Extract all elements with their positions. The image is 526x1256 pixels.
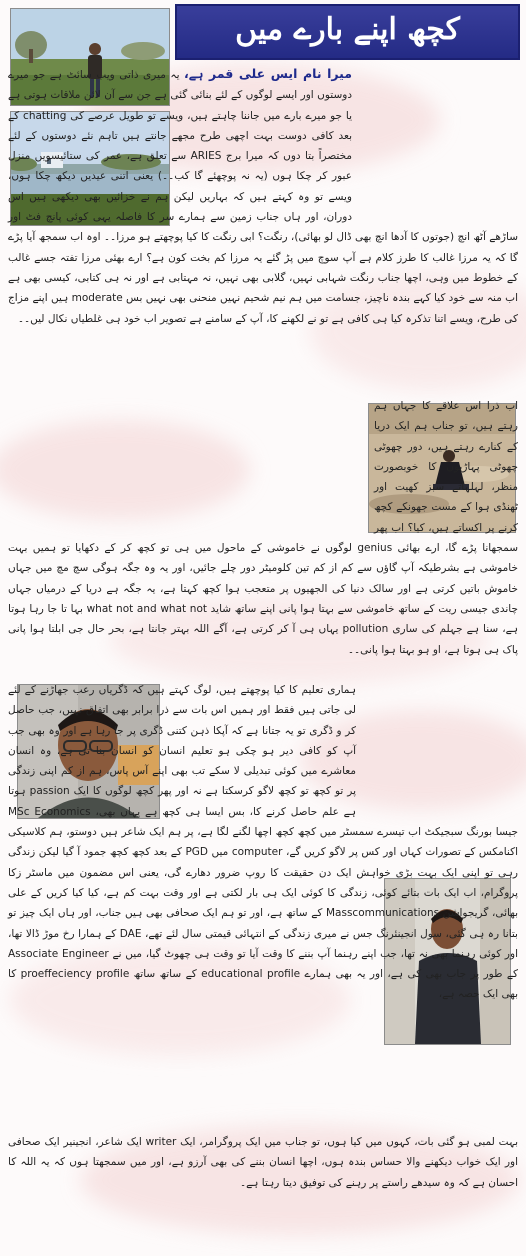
page-title: کچھ اپنے بارے میں	[235, 12, 460, 47]
area-text: اب ذرا اس علاقے کا جہاں ہم رہتے ہیں، تو جناب ہم ایک دریا کے کنارے رہتے ہیں، دور چھوٹی چھوٹی پہاڑیوں کا خوبصورت منظر، لہلہاتے سبز کھیت اور ٹھنڈی ہوا کے مست جھونکے کچھ کرنے پر اکساتے ہیں، کیا؟ اب پھر سمجھانا پڑے گا، ارے بھائی genius لوگوں نے خاموشی کے ماحول میں ہی تو کچھ کر کے دکھایا تو ہمیں بہت خاموشی ہے بشرطیکہ آپ گاؤں سے کم از کم تین کلومیٹر دور چلے جائیں، اور یہ وہ جگہ ہوگی سچ مچ میں جہاں خاموش باتیں کرتی ہے اور سالک دنیا کی الجھیوں پر متعجب ہوا کچھ کہتا ہے، یہ جگہ ہے دریا کے درمیاں جہاں چاندی جیسی ریت کے ساتھ خاموشی سے بہتا ہوا پانی اپنے ساتھ شاید what not and what not بہا تا جا رہا ہوتا ہے، سنا ہے جہلم کی ساری pollution یہاں ہی آ کر کرتی ہے، آگے اللہ بہتر جانتا ہے، بحر حال جی ابلتا ہوا پانی پاک ہی ہوتا ہے، او ہو بہتا ہوا پانی۔۔	[8, 400, 518, 656]
intro-lead: میرا نام ایس علی قمر ہے،	[184, 66, 352, 81]
float-spacer-edu1	[356, 680, 518, 820]
area-paragraph	[8, 396, 518, 656]
closing-paragraph	[8, 1132, 518, 1250]
education-paragraph	[8, 680, 518, 1120]
intro-text: یہ میری ذاتی ویب سائٹ ہے جو میرے دوستوں اور ایسے لوگوں کے لئے بنائی گئی ہے جن سے آن لائن ملاقات ہوتی ہے یا جو میرے بارے میں جاننا چاہتے ہیں، ویسے تو طویل عرصے کی chatting کے بعد کافی دوست بہت اچھی طرح مجھے جانتے ہیں تاہم نئے دوستوں کے لئے مختصراً بتا دوں کہ میرا برج ARIES سے تعلق ہے، عمر کی ستائیسویں منزل عبور کر چکا ہوں (یہ نہ پوچھئے گا کب۔۔) یعنی اتنی عیدیں دیکھ چکا ہوں، ویسے تو وہ کہتے ہیں کہ بہاریں لیکن ہم نے خزائیں بھی دیکھی ہیں اس دوران، اور ہاں جناب زمین سے ہمارے سر کا فاصلہ یہی کوئی پانچ فٹ اور ساڑھے آٹھ انچ (جوتوں کا آدھا انچ بھی ڈال لو بھائی)، رنگت؟ ابی رنگت کا کیا پوچھتے ہو مرزا۔۔ اوہ اب سمجھ آیا پڑے گا کہ یہ مرزا غالب کا طرز کلام ہے آپ سوچ میں پڑ گئے یہ مرزا کم بخت کون ہے؟ ارے بھئی مرزا تفتہ جسے غالب کے خطوط میں وہی، اچھا جناب رنگت شہابی نہیں، گلابی بھی نہیں، نہ مہتابی ہے اور نہ ہی کتابی، کیسی بھی ہے اب منہ سے خود کیا کہے بندہ ناچیز، جسامت میں ہم نیم شحیم نہیں منحنی بھی نہیں بس moderate ہیں اپنے مزاج کی طرح، ویسے اتنا تذکرہ کیا ہی کافی ہے تو نے لکھنے کا، آپ کے سامنے ہے تصویر اب خود ہی غلطیاں نکال لیں۔۔	[8, 69, 518, 325]
education-text: ہماری تعلیم کا کیا پوچھتے ہیں، لوگ کہتے ہیں کہ ڈگریاں رعب جھاڑنے کے لئے لی جاتی ہیں فقط اور ہمیں اس بات سے ذرا برابر بھی اتفاق نہیں، جب حاصل کر و ڈگری تو یہ جتانا ہے کہ آپکا ذہن کتنی ڈگری پر جا رہا ہے اور وہ بھی جب آپ کو کافی دیر ہو چکی ہو تعلیم انسان کو انسان بنا تی ہے، وہ انسان معاشرے میں کوئی تبدیلی لا سکے تب بھی اپنے آس پاس، ہم از کم اپنی زندگی پر تو کچھ تو کچھ لاگو کرسکتا ہے نہ اور پھر کچھ لوگوں کا ایک passion ہوتا ہے علم حاصل کرنے کا، بس ایسا ہی کچھ ہے یہاں بھی، MSc Economics جیسا بورنگ سبجیکٹ اب تیسرے سمسٹر میں کچھ کچھ اچھا لگنے لگا ہے، پر ہم ایک شاعر ہیں دوستو، ہم کلاسیکی اکنامکس کے تصورات کہاں اور کس پر لاگو کریں گے، computer میں PGD کے بعد کچھ کچھ جمود آ گیا لیکن زندگی رہی تو اپنی ایک بہت بڑی خواہش ایک دن حقیقت کا روپ ضرور دھارے گی، یعنی اس مضمون میں ماسٹر زکا پروگرام، اب ایک بات بتائے کوئی، زندگی کا کوئی ایک ہی بار لکتی ہے اور وقت بہت کم ہے، کیا کیا کریں کے علی بھائی، گریجواشن Masscommunications کے ساتھ ہے، اور تو ہم ایک صحافی بھی ہیں جناب، اور ہاں ایک چیز تو بتانا رہ ہی گئی، سول انجینئرنگ جس نے میری زندگی کے انتہائی قیمتی سال لئے تھے، DAE کے ہمارا رخ موڑ ڈالا تھا، اور کوئی رہنما بھی نہ تھا، جب اپنے رہنما آپ بننے کا وقت آیا تو وقت ہی چھوٹ گیا، میں نے Associate Engineer کے طور پر جاب بھی کی ہے، اور یہ بھی ہمارے educational profile کے ساتھ ساتھ proeffeciency profile کا بھی ایک حصہ ہے،	[8, 684, 519, 1001]
closing-text: بہت لمبی ہو گئی بات، کہوں میں کیا ہوں، تو جناب میں ایک پروگرامر، ایک writer ایک شاعر، انجینیر ایک صحافی اور ایک خواب دیکھنے والا حساس بندہ ہوں، اچھا انسان بننے کی بھی آرزو ہے، اور میں سمجھتا ہوں کہ یہ اللہ کا احسان ہے کہ وہ سیدھے راستے پر رہنے کی توفیق دیتا رہتا ہے۔	[8, 1136, 518, 1189]
title-banner	[175, 4, 520, 60]
float-spacer	[352, 64, 518, 226]
float-spacer-area	[8, 396, 374, 532]
intro-paragraph	[8, 64, 518, 364]
